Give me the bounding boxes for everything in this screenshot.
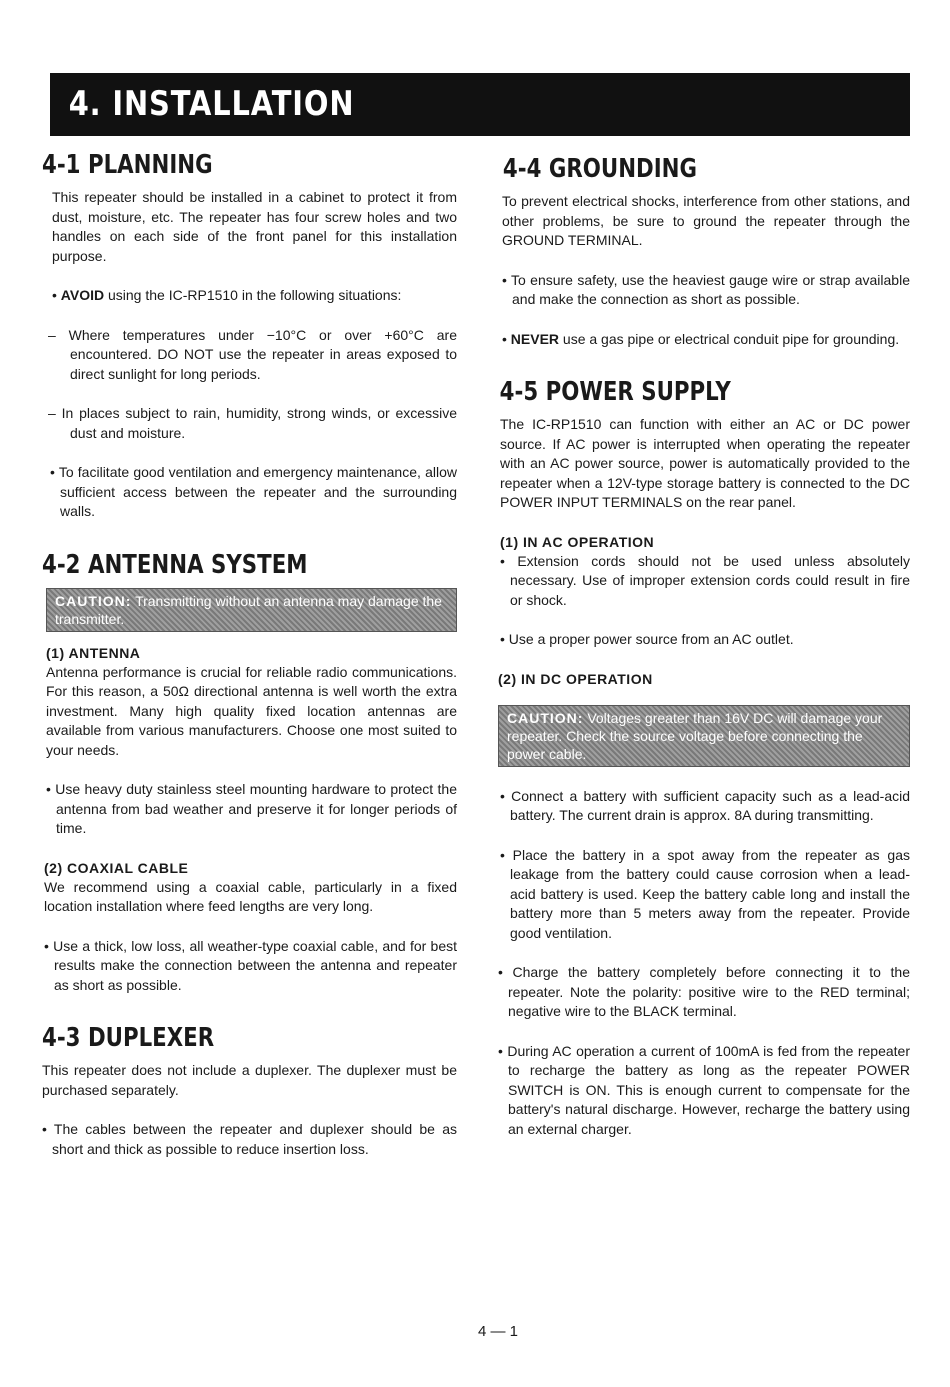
ac-bullet-1-text: Extension cords should not be used unless absolutely necessary. Use of improper extension cords could result in fire or shock. — [510, 552, 910, 608]
section-antenna — [42, 548, 457, 996]
coax-subheading: (2) COAXIAL CABLE — [44, 859, 189, 876]
section-duplexer — [42, 1021, 457, 1159]
section-planning — [42, 148, 457, 522]
dc-bullet-2-text: Place the battery in a spot away from the repeater as gas leakage from the battery could cause corrosion when a lead-acid battery is used. Keep the battery cable long and install the battery more than 5 meters away from the repeater. Provide good ventilation. — [510, 846, 910, 941]
antenna-bullet: • Use heavy duty stainless steel mounting hardware to protect the antenna from bad weather and preserve it for longer periods of time. — [46, 781, 457, 836]
coax-paragraph: We recommend using a coaxial cable, particularly in a fixed location installation where feed lengths are very long. — [44, 878, 457, 914]
duplexer-bullet: • The cables between the repeater and duplexer should be as short and thick as possible to reduce insertion loss. — [42, 1121, 457, 1157]
grounding-paragraph: To prevent electrical shocks, interference from other stations, and other problems, be sure to ground the repeater through the GROUND TERMINAL. — [502, 193, 910, 248]
duplexer-bullet-text: The cables between the repeater and duplexer should be as short and thick as possible to reduce insertion loss. — [52, 1121, 457, 1157]
dc-subheading: (2) IN DC OPERATION — [498, 670, 653, 687]
grounding-bullet-text: To ensure safety, use the heaviest gauge wire or strap available and make the connection as short as possible. — [511, 271, 910, 307]
planning-dash-1: – Where temperatures under −10°C or over +60°C are encountered. DO NOT use the repeater in areas exposed to direct sunlight for long periods. — [48, 326, 457, 382]
section-grounding — [498, 152, 910, 349]
grounding-bullet: • To ensure safety, use the heaviest gauge wire or strap available and make the connection as short as possible. — [502, 271, 910, 307]
antenna-paragraph: Antenna performance is crucial for reliable radio communications. For this reason, a 50Ω directional antenna is well worth the extra investment. Many high quality fixed location antennas are available from various manufacturers. Choose one most suited to your needs. — [46, 663, 457, 758]
ac-bullet-2-text: Use a proper power source from an AC outlet. — [508, 631, 794, 647]
page-number: 4 — 1 — [477, 1323, 519, 1340]
planning-intro: This repeater should be installed in a cabinet to protect it from dust, moisture, etc. The repeater has four screw holes and two handles on each side of the front panel for this installation purpose. — [52, 189, 457, 264]
caution-label: CAUTION: — [55, 592, 132, 609]
antenna-subheading: (1) ANTENNA — [46, 644, 141, 661]
antenna-bullet-text: Use heavy duty stainless steel mounting hardware to protect the antenna from bad weather and preserve it for longer periods of time. — [55, 781, 457, 836]
planning-heading: 4-1 PLANNING — [42, 150, 213, 180]
power-paragraph: The IC-RP1510 can function with either an AC or DC power source. If AC power is interrupted when operating the repeater with an AC power source, power is automatically provided to the repeater when a 12V-type storage battery is connected to the DC POWER INPUT TERMINALS on the rear panel. — [500, 416, 910, 510]
right-column — [498, 152, 910, 1139]
caution-text: Transmitting without an antenna may damage the transmitter. — [55, 592, 442, 627]
dc-bullet-2: • Place the battery in a spot away from the repeater as gas leakage from the battery could cause corrosion when a lead-acid battery is used. Keep the battery cable long and install the battery more than 5 meters away from the repeater. Provide good ventilation. — [500, 846, 910, 941]
dc-bullet-1: • Connect a battery with sufficient capacity such as a lead-acid battery. The current drain is approx. 8A during transmitting. — [500, 787, 910, 823]
dc-bullet-4: • During AC operation a current of 100mA is fed from the repeater to recharge the battery as long as the repeater POWER SWITCH is ON. This is enough current to compensate for the battery's natural discharge. However, recharge the battery using an external charger. — [498, 1042, 910, 1137]
dc-bullet-3-text: Charge the battery completely before connecting it to the repeater. Note the polarity: positive wire to the RED terminal; negative wire to the BLACK terminal. — [508, 964, 911, 1019]
avoid-lead: AVOID — [60, 287, 105, 303]
never-lead: NEVER — [510, 330, 560, 347]
antenna-caution-box — [46, 588, 457, 632]
ac-bullet-2: • Use a proper power source from an AC outlet. — [500, 631, 794, 647]
dash-2-text: In places subject to rain, humidity, strong winds, or excessive dust and moisture. — [61, 405, 457, 441]
coax-bullet-text: Use a thick, low loss, all weather-type coaxial cable, and for best results make the connection between the antenna and repeater as short as possible. — [53, 937, 457, 993]
duplexer-heading: 4-3 DUPLEXER — [42, 1023, 215, 1053]
section-power-supply — [498, 375, 910, 1139]
ac-subheading: (1) IN AC OPERATION — [500, 533, 655, 550]
antenna-heading: 4-2 ANTENNA SYSTEM — [42, 549, 308, 580]
dc-bullet-1-text: Connect a battery with sufficient capacity such as a lead-acid battery. The current drain is approx. 8A during transmitting. — [510, 787, 910, 823]
dash-1-text: Where temperatures under −10°C or over +60°C are encountered. DO NOT use the repeater in areas exposed to direct sunlight for long periods. — [68, 326, 457, 382]
avoid-bullet: • AVOID using the IC-RP1510 in the following situations: — [52, 287, 402, 303]
duplexer-paragraph: This repeater does not include a duplexer. The duplexer must be purchased separately. — [42, 1062, 457, 1098]
ac-bullet-1: • Extension cords should not be used unless absolutely necessary. Use of improper extension cords could result in fire or shock. — [500, 552, 910, 608]
dc-caution-label: CAUTION: — [507, 709, 584, 726]
chapter-banner — [50, 73, 910, 136]
dc-bullet-4-text: During AC operation a current of 100mA is fed from the repeater to recharge the battery as long as the repeater POWER SWITCH is ON. This is enough current to compensate for the battery's natural discharge. However, recharge the battery using an external charger. — [507, 1042, 910, 1137]
dc-caution-box — [498, 705, 910, 767]
coax-bullet: • Use a thick, low loss, all weather-type coaxial cable, and for best results make the connection between the antenna and repeater as short as possible. — [44, 937, 457, 993]
power-heading: 4-5 POWER SUPPLY — [499, 377, 731, 407]
planning-dash-2: – In places subject to rain, humidity, strong winds, or excessive dust and moisture. — [48, 405, 457, 441]
chapter-title: 4. INSTALLATION — [68, 84, 355, 124]
left-column — [42, 148, 457, 1159]
ventilation-bullet: • To facilitate good ventilation and emergency maintenance, allow sufficient access between the repeater and the surrounding walls. — [50, 464, 457, 519]
ventilation-text: To facilitate good ventilation and emergency maintenance, allow sufficient access between the repeater and the surrounding walls. — [58, 464, 457, 519]
avoid-rest: using the IC-RP1510 in the following situations: — [108, 287, 402, 303]
dc-caution-text: Voltages greater than 16V DC will damage your repeater. Check the source voltage before connecting the power cable. — [507, 709, 883, 762]
grounding-heading: 4-4 GROUNDING — [502, 154, 698, 184]
never-rest: use a gas pipe or electrical conduit pipe for grounding. — [562, 330, 900, 347]
dc-bullet-3: • Charge the battery completely before connecting it to the repeater. Note the polarity: positive wire to the RED terminal; negative wire to the BLACK terminal. — [498, 964, 911, 1019]
never-bullet: • NEVER use a gas pipe or electrical conduit pipe for grounding. — [502, 330, 900, 347]
